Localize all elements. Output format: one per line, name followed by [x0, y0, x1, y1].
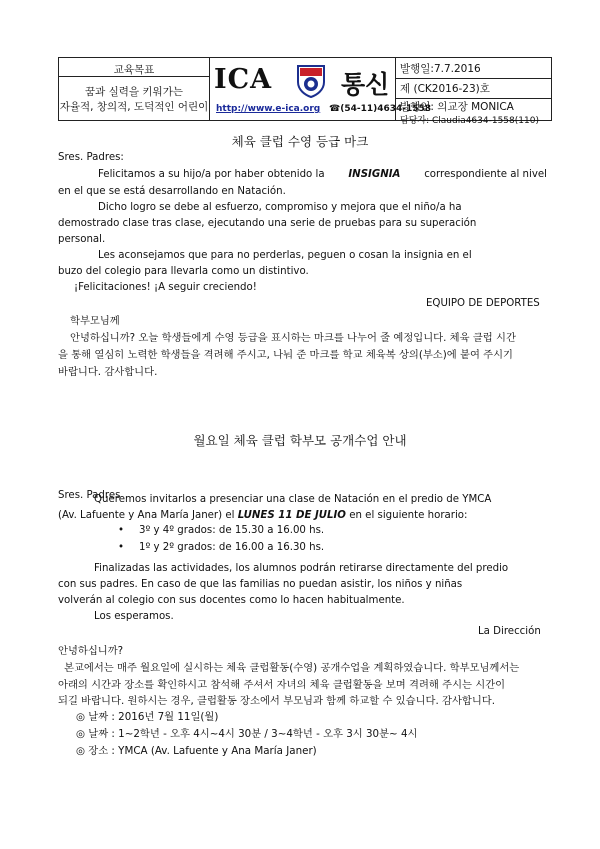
paragraph-line: buzo del colegio para llevarla como un distintivo. — [58, 266, 309, 277]
publisher: 발행인: 의교장 MONICA — [400, 101, 514, 113]
text-span: correspondiente al nivel — [424, 169, 547, 180]
bullet-marker: • — [118, 525, 125, 536]
signature: La Dirección — [478, 626, 541, 637]
korean-greeting: 안녕하십니까? — [58, 645, 124, 657]
notice-title: 월요일 체육 클럽 학부모 공개수업 안내 — [193, 433, 407, 448]
text-span: Felicitamos a su hijo/a por haber obtenido la — [98, 169, 325, 180]
korean-line: 바랍니다. 감사합니다. — [58, 366, 158, 378]
korean-line: 아래의 시간과 장소를 확인하시고 참석해 주셔서 자녀의 체육 클럽활동을 보며 격려해 주시는 시간이 — [58, 679, 506, 691]
contact: 담당자: Claudia4634-1558(110) — [400, 116, 539, 126]
event-place: ◎ 장소 : YMCA (Av. Lafuente y Ana María Janer) — [76, 745, 317, 757]
korean-line: 을 통해 열심히 노력한 학생들을 격려해 주시고, 나눠 준 마크를 학교 체육복 상의(부소)에 붙여 주시기 — [58, 349, 513, 361]
issue-number: 제 (CK2016-23)호 — [400, 83, 490, 95]
paragraph-line: volverán al colegio con sus docentes como lo hacen habitualmente. — [58, 595, 405, 606]
signature: EQUIPO DE DEPORTES — [426, 298, 540, 309]
notice-title: 체육 클럽 수영 등급 마크 — [231, 134, 369, 149]
paragraph-line: Queremos invitarlos a presenciar una clase de Natación en el predio de YMCA — [94, 494, 492, 505]
paragraph-line: Finalizadas las actividades, los alumnos podrán retirarse directamente del predio — [94, 563, 509, 574]
divider — [209, 58, 210, 120]
logo-korean: 통신 — [341, 70, 390, 99]
paragraph-line — [58, 510, 467, 521]
korean-line: 본교에서는 매주 월요일에 실시하는 체육 클럽활동(수영) 공개수업을 계획하였습니다. 학부모님께서는 — [64, 662, 520, 674]
insignia-emphasis: INSIGNIA — [348, 169, 401, 180]
paragraph-line: Los esperamos. — [94, 611, 174, 622]
issue-date: 발행일:7.7.2016 — [400, 63, 481, 75]
divider — [395, 78, 551, 79]
greeting: Sres. Padres: — [58, 152, 124, 163]
bullet-marker: • — [118, 542, 125, 553]
schedule-item: 3º y 4º grados: de 15.30 a 16.00 hs. — [139, 525, 325, 536]
paragraph-line: en el que se está desarrollando en Natación. — [58, 186, 286, 197]
paragraph-line: personal. — [58, 234, 106, 245]
goal-label: 교육목표 — [113, 64, 155, 76]
paragraph-line: Les aconsejamos que para no perderlas, peguen o cosan la insignia en el — [98, 250, 472, 261]
school-website-link[interactable]: http://www.e-ica.org — [216, 104, 321, 114]
goal-text — [59, 85, 209, 115]
paragraph-line: con sus padres. En caso de que las familias no puedan asistir, los niños y niñas — [58, 579, 463, 590]
text-span: en el siguiente horario: — [349, 510, 468, 521]
greeting: Sres. Padres — [58, 490, 121, 501]
paragraph-line: Dicho logro se debe al esfuerzo, compromiso y mejora que el niño/a ha — [98, 202, 462, 213]
paragraph-line — [98, 169, 547, 180]
event-time: ◎ 날짜 : 1~2학년 - 오후 4시~4시 30분 / 3~4학년 - 오후 3시 30분~ 4시 — [76, 728, 418, 740]
text-span: (Av. Lafuente y Ana María Janer) el — [58, 510, 235, 521]
korean-line: 안녕하십니까? 오늘 학생들에게 수영 등급을 표시하는 마크를 나누어 줄 예정입니다. 체육 클럽 시간 — [70, 332, 516, 344]
korean-line: 되길 바랍니다. 원하시는 경우, 클럽활동 장소에서 부모님과 함께 하교할 수 있습니다. 감사합니다. — [58, 695, 496, 707]
school-phone: ☎(54-11)4634-1558 — [329, 104, 432, 114]
goal-line: 꿈과 실력을 키워가는 — [85, 86, 183, 98]
date-emphasis: LUNES 11 DE JULIO — [237, 510, 346, 521]
paragraph-line: demostrado clase tras clase, ejecutando una serie de pruebas para su superación — [58, 218, 477, 229]
goal-line: 자율적, 창의적, 도덕적인 어린이 — [59, 101, 209, 113]
schedule-item: 1º y 2º grados: de 16.00 a 16.30 hs. — [139, 542, 325, 553]
logo-wordmark: ICA — [214, 64, 273, 95]
closing-line: ¡Felicitaciones! ¡A seguir creciendo! — [74, 282, 257, 293]
event-date: ◎ 날짜 : 2016년 7월 11일(월) — [76, 711, 219, 723]
korean-greeting: 학부모님께 — [70, 315, 120, 327]
school-emblem-icon — [296, 64, 326, 98]
